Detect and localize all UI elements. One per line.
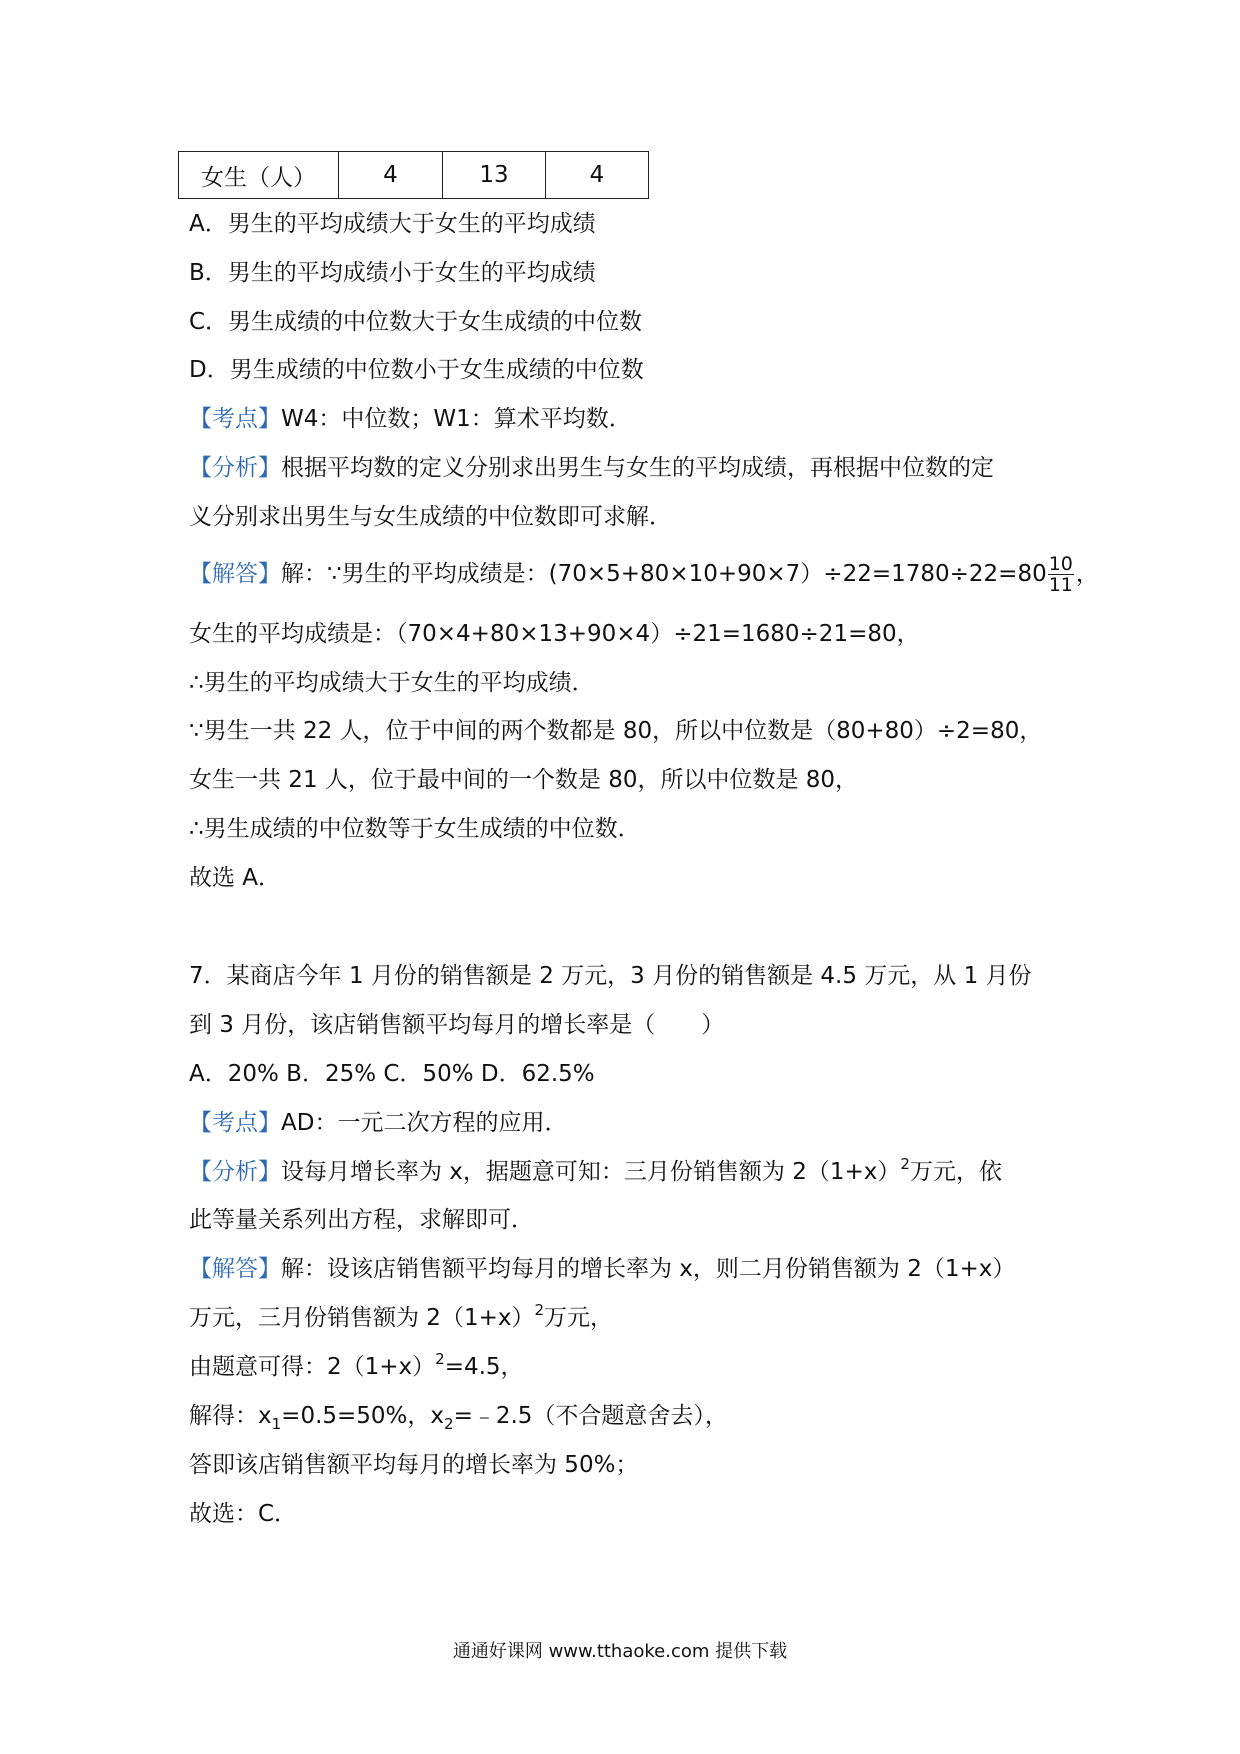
q7-fenxi-line2: 此等量关系列出方程，求解即可． [189, 1207, 534, 1233]
fenxi-text-b: 万元，依 [909, 1159, 1002, 1185]
q7-jieda-line2 [189, 1301, 613, 1337]
q7-kaodian [189, 1106, 567, 1140]
jieda-tag: 【解答】 [189, 1256, 281, 1282]
fenxi-tag: 【分析】 [189, 1159, 281, 1185]
superscript-2: 2 [435, 1350, 445, 1368]
jieda-tag: 【解答】 [189, 561, 281, 587]
q7-jieda [189, 1252, 1015, 1286]
table-cell: 4 [546, 152, 649, 199]
jieda-text: 解：∵男生的平均成绩是：(70×5+80×10+90×7）÷22=1780÷22=80 [281, 561, 1047, 587]
jieda-line2-a: 万元，三月份销售额为 2（1+x） [189, 1305, 535, 1331]
q6-line2: 女生的平均成绩是：（70×4+80×13+90×4）÷21=1680÷21=80， [189, 621, 920, 647]
q6-line6: ∴男生成绩的中位数等于女生成绩的中位数． [189, 816, 641, 842]
line4-a: 解得：x [189, 1403, 272, 1429]
q6-option-b: B．男生的平均成绩小于女生的平均成绩 [189, 260, 596, 286]
line4-c: =﹣2.5（不合题意舍去）， [453, 1403, 728, 1429]
q6-line4: ∵男生一共 22 人，位于中间的两个数都是 80，所以中位数是（80+80）÷2=80， [189, 718, 1043, 744]
q6-option-a: A．男生的平均成绩大于女生的平均成绩 [189, 211, 596, 237]
line3-b: =4.5， [444, 1354, 524, 1380]
superscript-2: 2 [900, 1155, 910, 1173]
q6-option-d: D．男生成绩的中位数小于女生成绩的中位数 [189, 357, 644, 383]
kaodian-tag: 【考点】 [189, 406, 281, 432]
fraction-numerator: 10 [1048, 553, 1073, 575]
superscript-2: 2 [534, 1301, 545, 1319]
q7-line4 [189, 1399, 728, 1435]
q7-stem-line1: 7．某商店今年 1 月份的销售额是 2 万元，3 月份的销售额是 4.5 万元，从 1 月份 [189, 963, 1032, 989]
q6-fenxi [189, 451, 994, 485]
fraction-10-11 [1048, 554, 1074, 595]
line3-a: 由题意可得：2（1+x） [189, 1354, 436, 1380]
q7-fenxi [189, 1155, 1002, 1191]
table-cell: 13 [443, 152, 546, 199]
jieda-text: 解：设该店销售额平均每月的增长率为 x，则二月份销售额为 2（1+x） [281, 1256, 1016, 1282]
fenxi-tag: 【分析】 [189, 455, 281, 481]
q6-option-c: C．男生成绩的中位数大于女生成绩的中位数 [189, 309, 643, 335]
fenxi-text-a: 设每月增长率为 x，据题意可知：三月份销售额为 2（1+x） [281, 1159, 901, 1185]
q6-fenxi-line2: 义分别求出男生与女生成绩的中位数即可求解． [189, 504, 672, 530]
fenxi-text: 根据平均数的定义分别求出男生与女生的平均成绩，再根据中位数的定 [281, 455, 994, 481]
q7-line3 [189, 1350, 524, 1386]
q7-options: A．20% B．25% C．50% D．62.5% [189, 1061, 595, 1087]
table-row [179, 152, 649, 199]
subscript-2: 2 [444, 1415, 454, 1433]
score-table [178, 151, 649, 199]
kaodian-tag: 【考点】 [189, 1110, 281, 1136]
q6-jieda-line1 [189, 554, 1099, 595]
fraction-denominator: 11 [1048, 574, 1073, 596]
subscript-1: 1 [271, 1415, 282, 1433]
q7-line5: 答即该店销售额平均每月的增长率为 50%； [189, 1452, 639, 1478]
q6-line3: ∴男生的平均成绩大于女生的平均成绩． [189, 670, 595, 696]
jieda-line2-b: 万元， [544, 1305, 614, 1331]
q6-line5: 女生一共 21 人，位于最中间的一个数是 80，所以中位数是 80， [189, 767, 859, 793]
q7-stem-line2: 到 3 月份，该店销售额平均每月的增长率是（ ） [189, 1012, 725, 1038]
q7-answer: 故选：C． [189, 1501, 298, 1527]
jieda-line1-end: ， [1075, 561, 1099, 587]
kaodian-text: AD：一元二次方程的应用． [281, 1110, 568, 1136]
table-cell: 4 [339, 152, 443, 199]
line4-b: =0.5=50%，x [281, 1403, 445, 1429]
kaodian-text: W4：中位数；W1：算术平均数． [281, 406, 632, 432]
page-footer: 通通好课网 www.tthaoke.com 提供下载 [452, 1641, 788, 1662]
q6-answer: 故选 A． [189, 865, 282, 891]
table-cell-label: 女生（人） [179, 152, 339, 199]
q6-kaodian [189, 402, 632, 436]
